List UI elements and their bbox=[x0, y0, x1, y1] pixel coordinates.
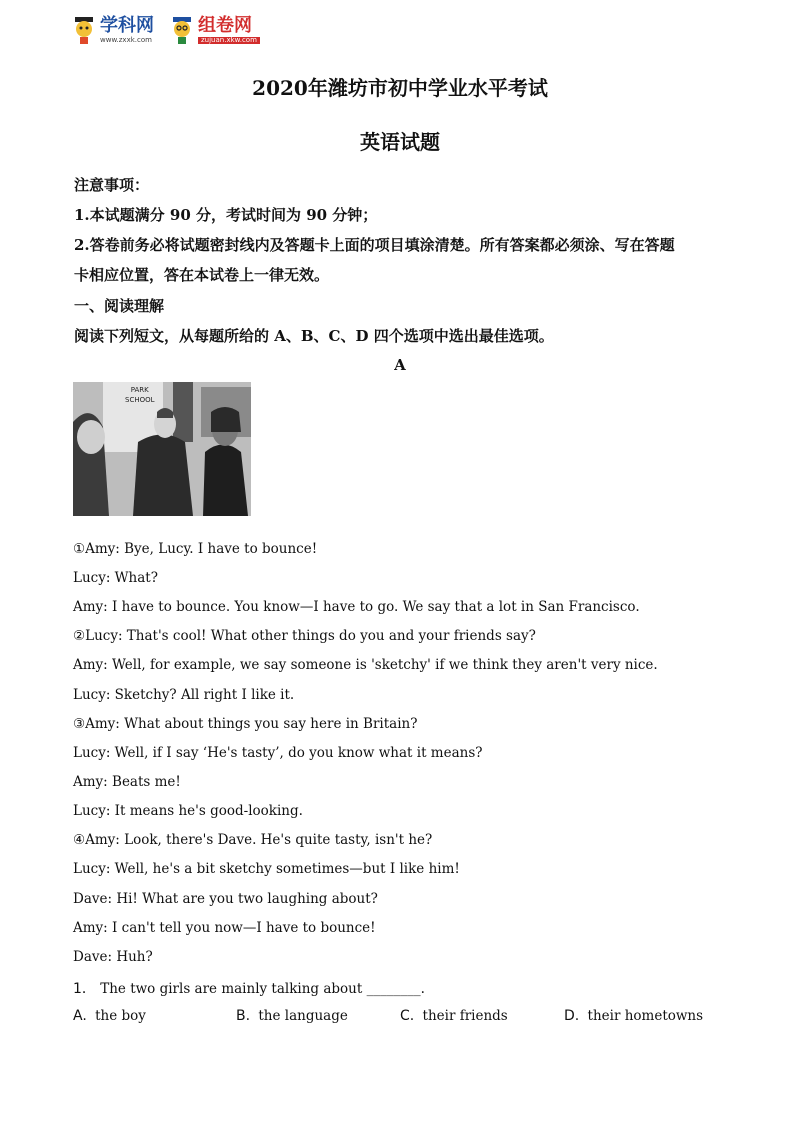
dialogue-line: ①Amy: Bye, Lucy. I have to bounce! bbox=[73, 541, 318, 557]
dialogue-line: Lucy: Well, if I say ‘He's tasty’, do you know what it means? bbox=[73, 745, 483, 761]
photo-sign-line-2: SCHOOL bbox=[125, 396, 155, 404]
dialogue-line: Dave: Huh? bbox=[73, 949, 153, 965]
notes-item-1: 1.本试题满分 90 分，考试时间为 90 分钟； bbox=[74, 206, 378, 224]
mascot-icon bbox=[170, 15, 194, 45]
dialogue-line: ④Amy: Look, there's Dave. He's quite tasty, isn't he? bbox=[73, 832, 433, 848]
dialogue-line: Lucy: Sketchy? All right I like it. bbox=[73, 687, 295, 703]
option-letter: D. bbox=[564, 1008, 580, 1024]
photo-sign-line-1: PARK bbox=[130, 386, 149, 394]
notes-heading: 注意事项： bbox=[74, 176, 150, 194]
option-letter: B. bbox=[236, 1008, 251, 1024]
logo2-url: zujuan.xkw.com bbox=[198, 37, 260, 44]
option-letter: C. bbox=[400, 1008, 415, 1024]
logo1-url: www.zxxk.com bbox=[100, 35, 152, 44]
option-text: their friends bbox=[422, 1008, 508, 1024]
option-d[interactable] bbox=[564, 1008, 703, 1024]
section-instruction: 阅读下列短文，从每题所给的 A、B、C、D 四个选项中选出最佳选项。 bbox=[74, 327, 554, 345]
passage-photo bbox=[73, 382, 251, 516]
logo1-name: 学科网 bbox=[100, 14, 154, 36]
dialogue-line: Amy: I have to bounce. You know—I have to go. We say that a lot in San Francisco. bbox=[73, 599, 640, 615]
option-b[interactable] bbox=[236, 1008, 348, 1024]
dialogue-line: Lucy: What? bbox=[73, 570, 158, 586]
question-1 bbox=[73, 978, 425, 998]
option-text: the language bbox=[258, 1008, 348, 1024]
question-number: 1． bbox=[73, 981, 96, 997]
section-heading: 一、阅读理解 bbox=[74, 297, 165, 315]
option-text: their hometowns bbox=[587, 1008, 704, 1024]
dialogue-line: Amy: I can't tell you now—I have to bounce! bbox=[73, 920, 376, 936]
option-letter: A. bbox=[73, 1008, 87, 1024]
option-text: the boy bbox=[95, 1008, 146, 1024]
notes-item-2-line-1: 2.答卷前务必将试题密封线内及答题卡上面的项目填涂清楚。所有答案都必须涂、写在答题 bbox=[74, 236, 675, 254]
question-text: The two girls are mainly talking about ________. bbox=[100, 981, 425, 997]
option-c[interactable] bbox=[400, 1008, 508, 1024]
dialogue-line: Amy: Beats me! bbox=[73, 774, 181, 790]
dialogue-line: ②Lucy: That's cool! What other things do you and your friends say? bbox=[73, 628, 536, 644]
mascot-icon bbox=[72, 15, 96, 45]
dialogue-line: Dave: Hi! What are you two laughing about? bbox=[73, 891, 378, 907]
passage-label: A bbox=[394, 356, 406, 374]
dialogue-line: Lucy: Well, he's a bit sketchy sometimes—but I like him! bbox=[73, 861, 460, 877]
zujuan-logo bbox=[170, 15, 260, 45]
photo-sign bbox=[125, 385, 155, 405]
header-logos bbox=[72, 10, 260, 50]
option-a[interactable] bbox=[73, 1008, 146, 1024]
zxxk-logo bbox=[72, 15, 154, 45]
dialogue-line: ③Amy: What about things you say here in Britain? bbox=[73, 716, 418, 732]
logo2-name: 组卷网 bbox=[198, 14, 252, 36]
exam-title: 2020年潍坊市初中学业水平考试 bbox=[252, 76, 548, 100]
dialogue-line: Lucy: It means he's good-looking. bbox=[73, 803, 303, 819]
exam-subtitle: 英语试题 bbox=[360, 130, 440, 154]
dialogue-line: Amy: Well, for example, we say someone is 'sketchy' if we think they aren't very nice. bbox=[73, 657, 658, 673]
notes-item-2-line-2: 卡相应位置，答在本试卷上一律无效。 bbox=[74, 266, 330, 284]
